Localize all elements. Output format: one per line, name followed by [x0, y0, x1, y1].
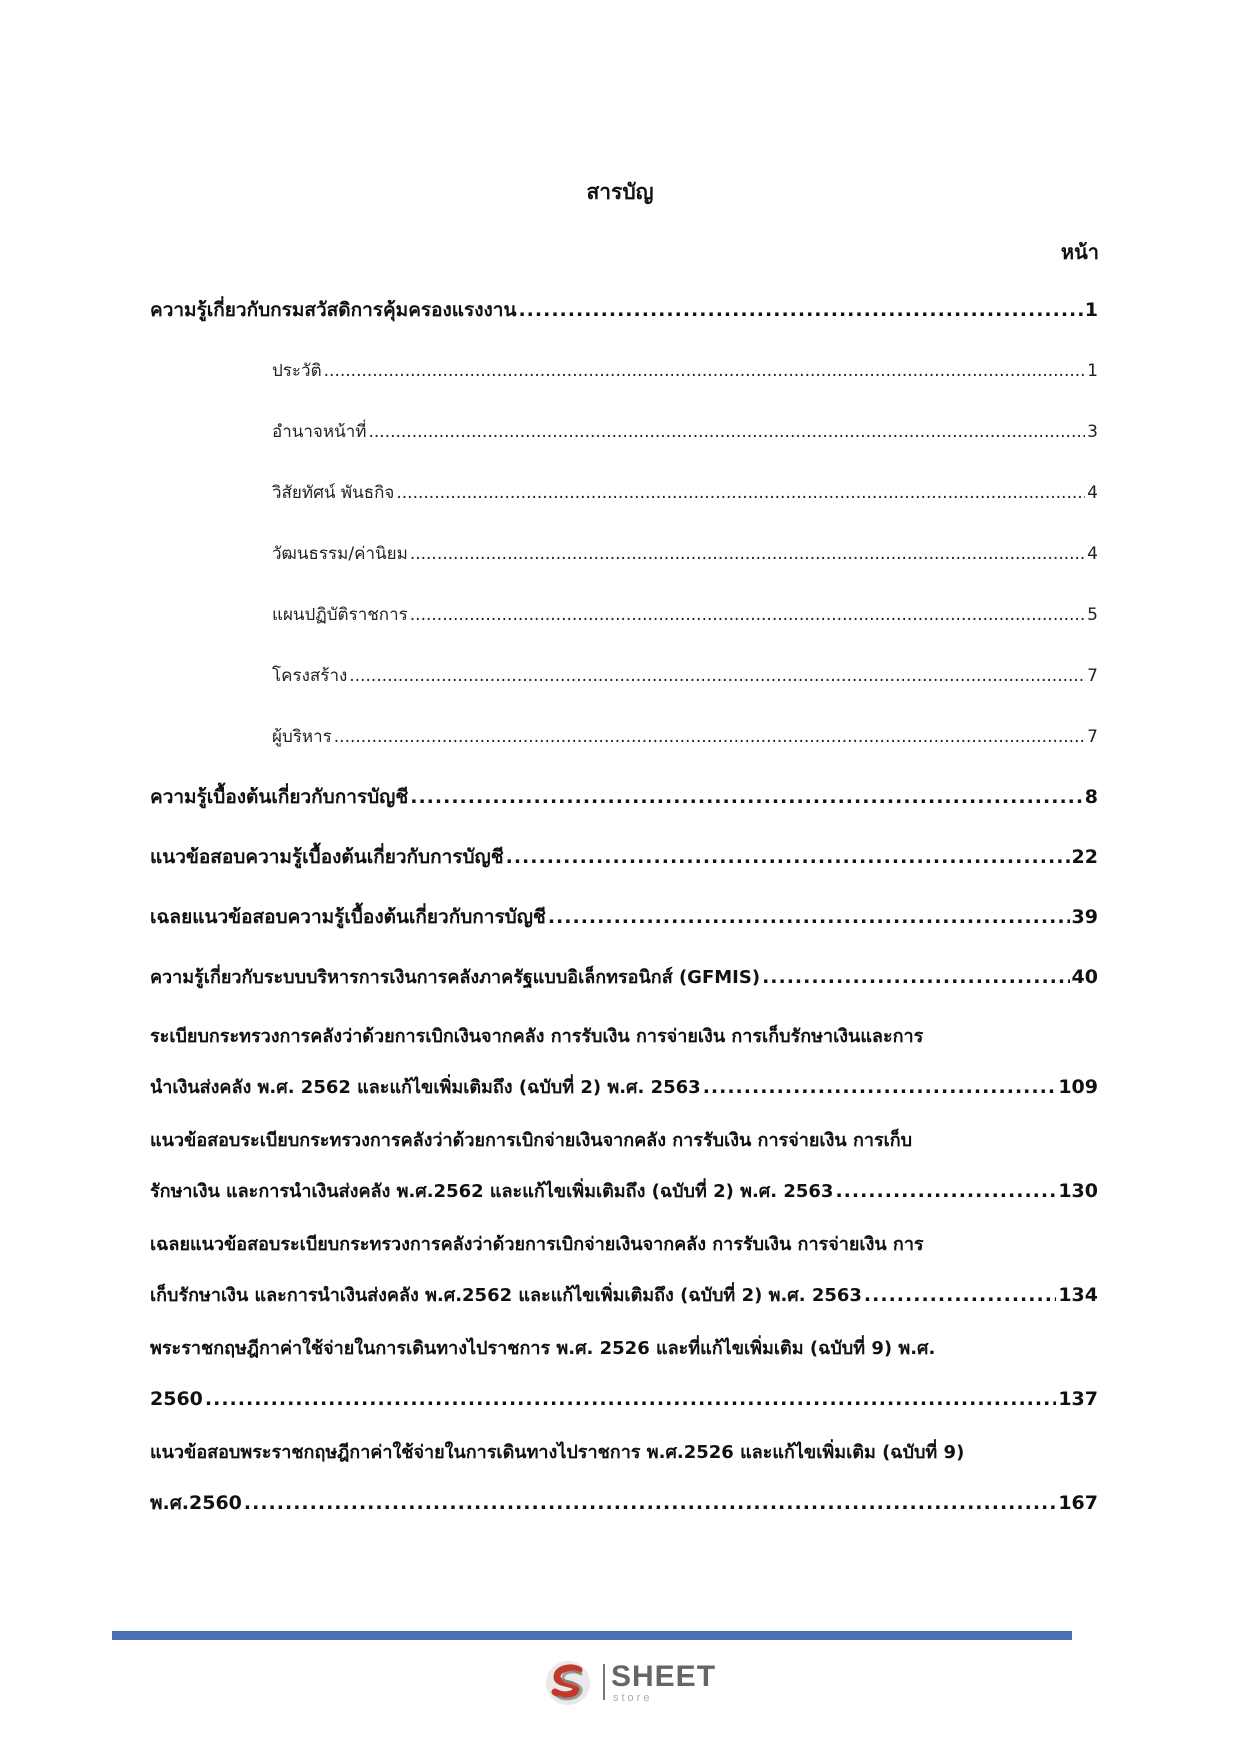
toc-entry-title-line1: พระราชกฤษฎีกาค่าใช้จ่ายในการเดินทางไปราชการ พ.ศ. 2526 และที่แก้ไขเพิ่มเติม (ฉบับที่ 9) พ.ศ. [150, 1338, 936, 1359]
logo-brand-text: SHEET [611, 1660, 717, 1693]
toc-entry-title-line2: นำเงินส่งคลัง พ.ศ. 2562 และแก้ไขเพิ่มเติมถึง (ฉบับที่ 2) พ.ศ. 2563 [150, 1077, 701, 1098]
toc-entry-title: เฉลยแนวข้อสอบความรู้เบื้องต้นเกี่ยวกับการบัญชี [150, 906, 546, 928]
toc-subentry[interactable] [272, 664, 1098, 688]
dot-leader [410, 603, 1085, 627]
toc-entry-title-line1: แนวข้อสอบพระราชกฤษฎีกาค่าใช้จ่ายในการเดินทางไปราชการ พ.ศ.2526 และแก้ไขเพิ่มเติม (ฉบับที่ 9) [150, 1442, 965, 1463]
toc-subentry[interactable] [272, 481, 1098, 505]
dot-leader [324, 359, 1086, 383]
toc-entry-title: โครงสร้าง [272, 666, 348, 686]
toc-entry-title: ผู้บริหาร [272, 727, 332, 747]
dot-leader [349, 664, 1085, 688]
toc-entry-page: 167 [1058, 1492, 1098, 1514]
toc-entry[interactable] [150, 845, 1098, 869]
toc-title: สารบัญ [586, 180, 654, 204]
toc-entry-title-line2: เก็บรักษาเงิน และการนำเงินส่งคลัง พ.ศ.2562 และแก้ไขเพิ่มเติมถึง (ฉบับที่ 2) พ.ศ. 2563 [150, 1285, 862, 1306]
toc-entry[interactable] [150, 1179, 1098, 1204]
dot-leader [205, 1387, 1056, 1411]
toc-entry-page: 40 [1071, 966, 1098, 988]
dot-leader [762, 965, 1069, 989]
dot-leader [703, 1075, 1057, 1099]
toc-entry[interactable] [150, 785, 1098, 809]
toc-subentry[interactable] [272, 725, 1098, 749]
toc-entry[interactable] [150, 1075, 1098, 1100]
toc-entry-page: 39 [1071, 906, 1098, 928]
sheet-store-logo [543, 1658, 717, 1708]
toc-entry-title: วิสัยทัศน์ พันธกิจ [272, 483, 395, 503]
toc-entry-title-line1: ระเบียบกระทรวงการคลังว่าด้วยการเบิกเงินจากคลัง การรับเงิน การจ่ายเงิน การเก็บรักษาเงินและการ [150, 1026, 924, 1047]
footer-divider [112, 1631, 1072, 1640]
toc-entry-page: 1 [1084, 299, 1098, 321]
toc-entry-title: ความรู้เกี่ยวกับกรมสวัสดิการคุ้มครองแรงงาน [150, 299, 517, 321]
toc-entry-title-line2: พ.ศ.2560 [150, 1492, 242, 1514]
toc-entry-page: 130 [1058, 1180, 1098, 1202]
toc-entry-page: 22 [1071, 846, 1098, 868]
toc-entry-title: ความรู้เกี่ยวกับระบบบริหารการเงินการคลังภาครัฐแบบอิเล็กทรอนิกส์ (GFMIS) [150, 967, 761, 988]
toc-entry-title-line2: รักษาเงิน และการนำเงินส่งคลัง พ.ศ.2562 และแก้ไขเพิ่มเติมถึง (ฉบับที่ 2) พ.ศ. 2563 [150, 1181, 834, 1202]
toc-entry-page: 137 [1058, 1388, 1098, 1410]
toc-entry-page: 7 [1087, 727, 1098, 747]
dot-leader [864, 1283, 1056, 1307]
toc-entry-page: 3 [1087, 422, 1098, 442]
toc-entry-title-line1: เฉลยแนวข้อสอบระเบียบกระทรวงการคลังว่าด้วยการเบิกจ่ายเงินจากคลัง การรับเงิน การจ่ายเงิน การ [150, 1234, 924, 1255]
toc-entry[interactable] [150, 905, 1098, 929]
toc-entry-title: อำนาจหน้าที่ [272, 422, 367, 442]
page-column-header: หน้า [1060, 240, 1099, 264]
toc-entry-page: 5 [1087, 605, 1098, 625]
toc-entry[interactable] [150, 298, 1098, 322]
toc-entry-page: 4 [1087, 544, 1098, 564]
toc-entry[interactable] [150, 1387, 1098, 1411]
toc-subentry[interactable] [272, 603, 1098, 627]
dot-leader [410, 542, 1085, 566]
toc-entry-title-line1: แนวข้อสอบระเบียบกระทรวงการคลังว่าด้วยการเบิกจ่ายเงินจากคลัง การรับเงิน การจ่ายเงิน การเก็บ [150, 1130, 913, 1151]
toc-subentry[interactable] [272, 359, 1098, 383]
toc-entry-page: 4 [1087, 483, 1098, 503]
toc-entry[interactable] [150, 1491, 1098, 1515]
toc-entry-title: แผนปฏิบัติราชการ [272, 605, 408, 625]
dot-leader [396, 481, 1085, 505]
dot-leader [244, 1491, 1056, 1515]
toc-entry-page: 8 [1084, 786, 1098, 808]
toc-entry-title: ประวัติ [272, 361, 322, 381]
toc-entry-page: 7 [1087, 666, 1098, 686]
toc-entry[interactable] [150, 1283, 1098, 1308]
dot-leader [548, 905, 1070, 929]
toc-entry-title-line2: 2560 [150, 1388, 203, 1410]
dot-leader [410, 785, 1083, 809]
dot-leader [835, 1179, 1056, 1203]
logo-separator [603, 1664, 605, 1700]
dot-leader [518, 298, 1082, 322]
toc-entry-page: 134 [1058, 1284, 1098, 1306]
toc-subentry[interactable] [272, 420, 1098, 444]
toc-entry-title: วัฒนธรรม/ค่านิยม [272, 544, 408, 564]
dot-leader [506, 845, 1070, 869]
toc-entry-page: 109 [1058, 1076, 1098, 1098]
dot-leader [368, 420, 1085, 444]
dot-leader [334, 725, 1085, 749]
toc-entry[interactable] [150, 965, 1098, 990]
toc-entry-title: ความรู้เบื้องต้นเกี่ยวกับการบัญชี [150, 786, 409, 808]
toc-entry-title: แนวข้อสอบความรู้เบื้องต้นเกี่ยวกับการบัญชี [150, 846, 504, 868]
toc-entry-page: 1 [1087, 361, 1098, 381]
logo-sub-text: store [613, 1692, 653, 1704]
toc-subentry[interactable] [272, 542, 1098, 566]
sheet-store-logo-icon [543, 1658, 593, 1708]
